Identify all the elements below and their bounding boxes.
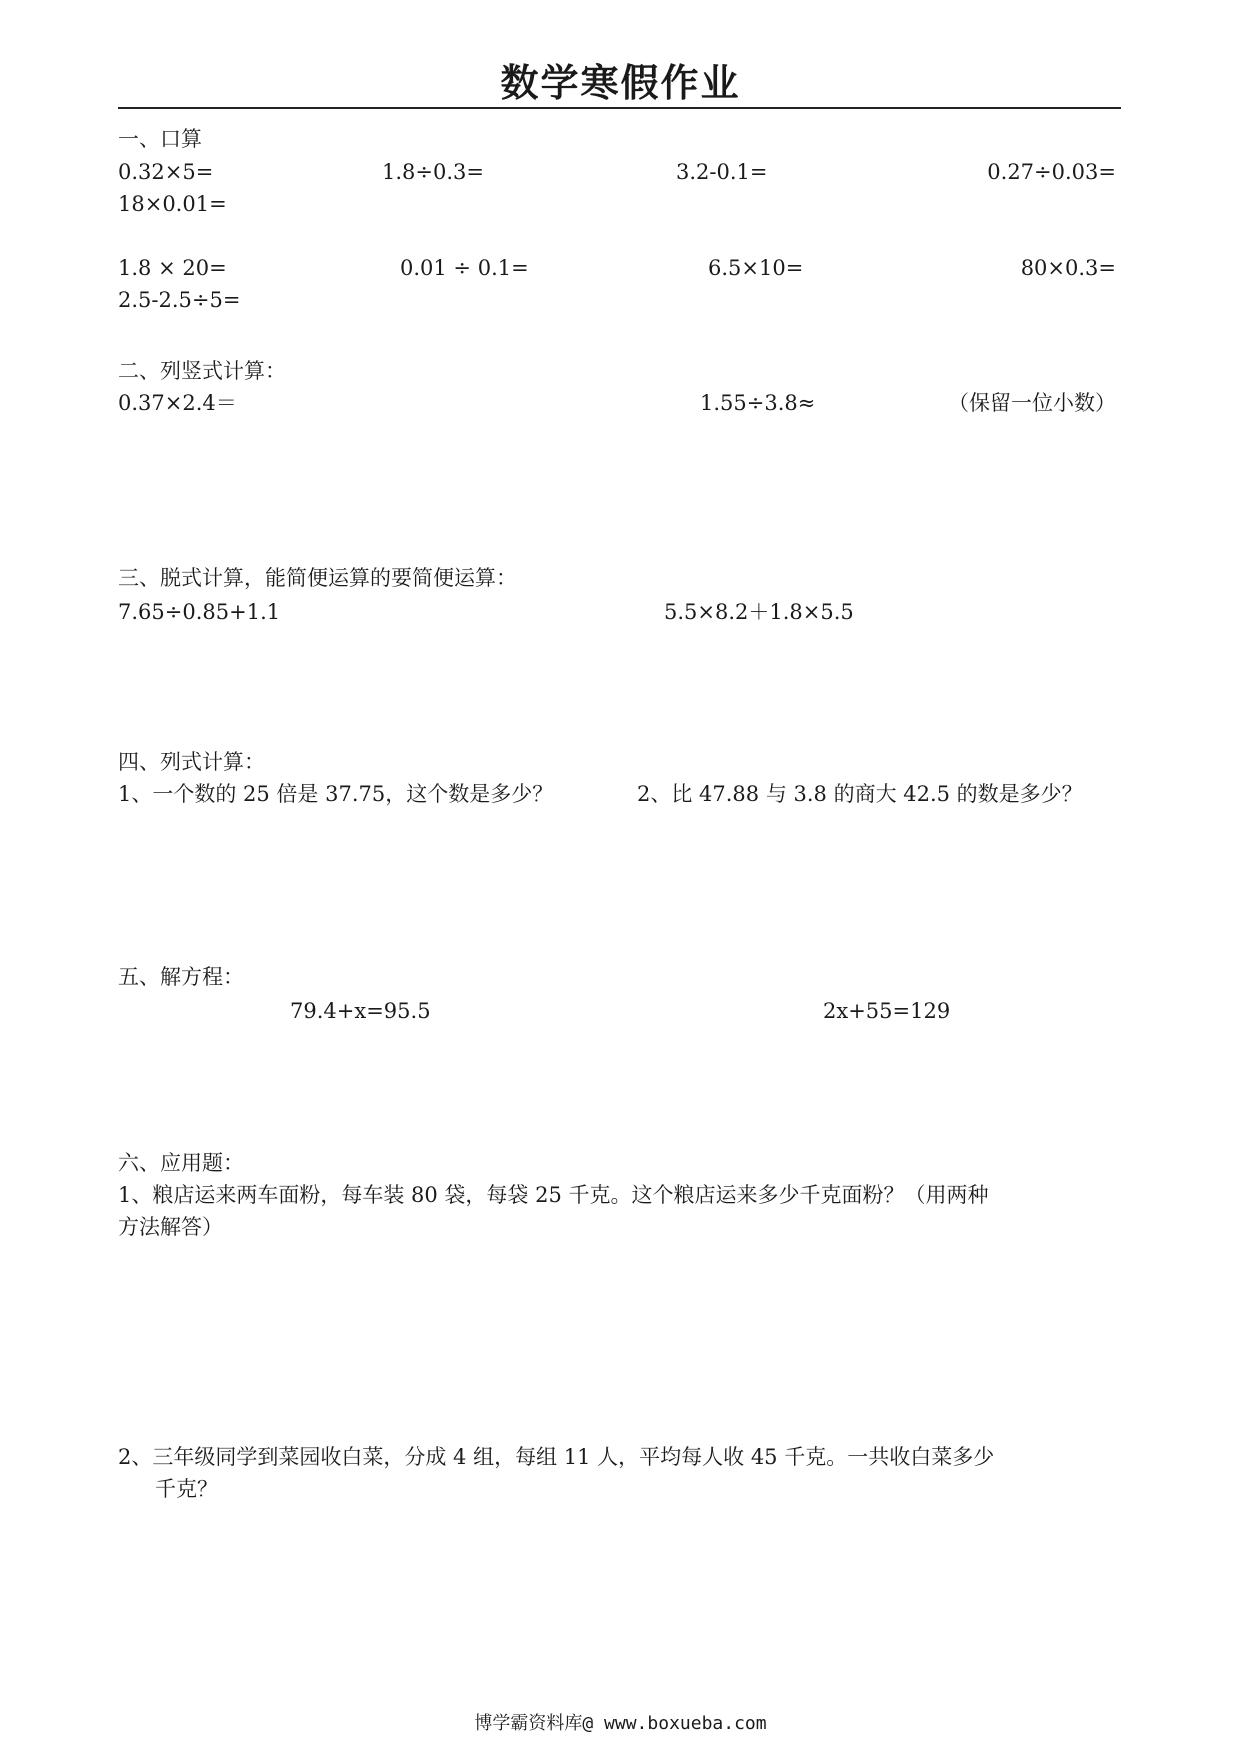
equation-item: 2x+55=129 (823, 999, 951, 1023)
section-5-heading: 五、解方程： (118, 965, 244, 989)
oral-calc-item: 80×0.3= (1020, 256, 1116, 280)
application-problem-2: 2、三年级同学到菜园收白菜，分成 4 组，每组 11 人，平均每人收 45 千克。一共收白菜多少 (118, 1445, 995, 1469)
oral-calc-item: 6.5×10= (708, 256, 804, 280)
oral-calc-item: 0.27÷0.03= (987, 160, 1116, 184)
application-problem-2-cont: 千克？ (155, 1477, 218, 1501)
application-problem-1: 1、粮店运来两车面粉，每车装 80 袋，每袋 25 千克。这个粮店运来多少千克面粉？（用两种 (118, 1183, 989, 1207)
step-calc-item: 7.65÷0.85+1.1 (118, 600, 281, 624)
section-4-heading: 四、列式计算： (118, 750, 265, 774)
equation-item: 79.4+x=95.5 (290, 999, 431, 1023)
section-2-heading: 二、列竖式计算： (118, 359, 286, 383)
oral-calc-item: 3.2-0.1= (676, 160, 768, 184)
oral-calc-item: 0.01 ÷ 0.1= (400, 256, 529, 280)
word-calc-item: 2、比 47.88 与 3.8 的商大 42.5 的数是多少？ (637, 782, 1083, 806)
section-1-heading: 一、口算 (118, 127, 202, 151)
rounding-note: （保留一位小数） (948, 391, 1116, 415)
oral-calc-item: 18×0.01= (118, 192, 227, 216)
section-3-heading: 三、脱式计算，能简便运算的要简便运算： (118, 566, 517, 590)
section-6-heading: 六、应用题： (118, 1151, 244, 1175)
oral-calc-item: 1.8÷0.3= (382, 160, 484, 184)
title-divider (118, 107, 1121, 109)
oral-calc-item: 0.32×5= (118, 160, 214, 184)
oral-calc-item: 2.5-2.5÷5= (118, 288, 241, 312)
page-title: 数学寒假作业 (500, 61, 741, 105)
application-problem-1-cont: 方法解答） (118, 1215, 223, 1239)
word-calc-item: 1、一个数的 25 倍是 37.75，这个数是多少？ (118, 782, 554, 806)
vertical-calc-item: 0.37×2.4＝ (118, 391, 237, 415)
oral-calc-item: 1.8 × 20= (118, 256, 227, 280)
step-calc-item: 5.5×8.2＋1.8×5.5 (664, 600, 854, 624)
footer-watermark: 博学霸资料库@ www.boxueba.com (474, 1713, 767, 1734)
vertical-calc-item: 1.55÷3.8≈ (700, 391, 816, 415)
